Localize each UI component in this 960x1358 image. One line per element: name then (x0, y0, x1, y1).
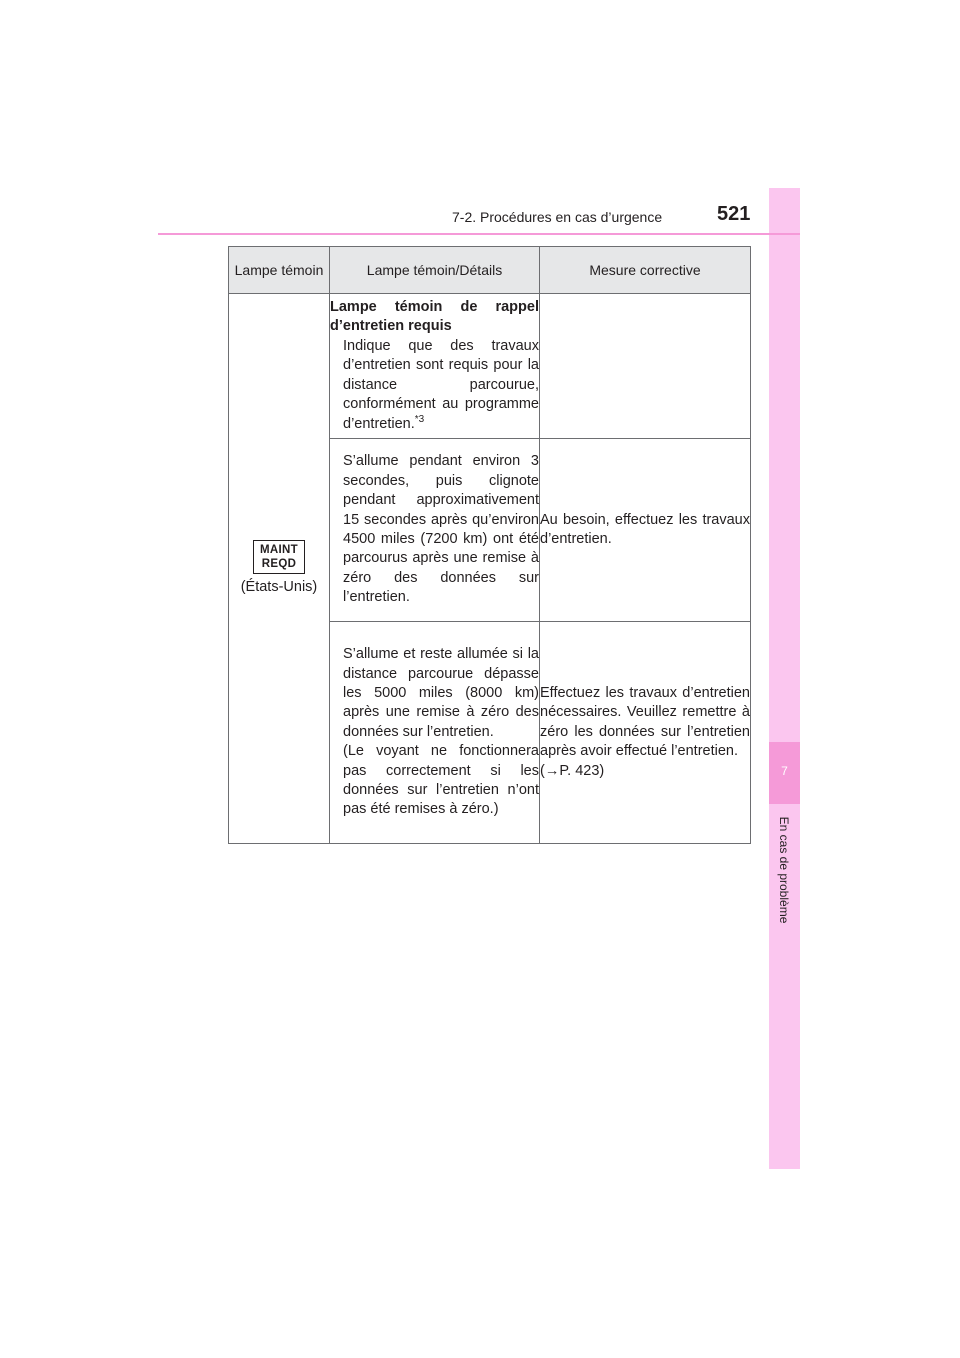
chapter-label: En cas de problème (777, 816, 791, 924)
chapter-side-tab (769, 188, 800, 1169)
column-header-lamp: Lampe témoin (229, 247, 330, 294)
detail-note: (Le voyant ne fonctionnera pas correctement si les données sur l’entretien n’ont pas été remises à zéro.) (343, 743, 539, 818)
chapter-number-tab (769, 742, 800, 804)
page-reference: (→P. 423) (540, 762, 605, 779)
chapter-number: 7 (781, 764, 788, 778)
detail-cell (330, 439, 540, 622)
table-row (229, 294, 751, 439)
detail-text (330, 337, 539, 434)
header-rule (158, 233, 800, 235)
action-cell: Au besoin, effectuez les travaux d’entretien. (540, 439, 751, 622)
table-header-row (229, 247, 751, 294)
maint-reqd-icon (253, 540, 305, 574)
action-cell (540, 622, 751, 844)
section-title: 7-2. Procédures en cas d’urgence (452, 209, 663, 225)
action-cell (540, 294, 751, 439)
detail-title: Lampe témoin de rappel d’entretien requis (330, 299, 539, 335)
action-text: Effectuez les travaux d’entretien nécessaires. Veuillez remettre à zéro les données sur l’entretien après avoir effectué l’entretien. (540, 684, 750, 760)
lamp-cell (229, 294, 330, 844)
region-label: (États-Unis) (240, 578, 318, 595)
detail-cell (330, 294, 540, 439)
indicator-table (228, 246, 751, 844)
detail-text: S’allume et reste allumée si la distance parcourue dépasse les 5000 miles (8000 km) après une remise à zéro des données sur l’entretien. (343, 646, 539, 740)
icon-text-line1: MAINT (260, 543, 298, 556)
column-header-action: Mesure corrective (540, 247, 751, 294)
detail-text: S’allume pendant environ 3 secondes, puis clignote pendant approximativement 15 secondes après qu’environ 4500 miles (7200 km) ont été parcourus après une remise à zéro des données sur l’entretien. (343, 453, 539, 606)
page-number: 521 (717, 203, 751, 225)
footnote-ref: *3 (414, 413, 425, 425)
icon-text-line2: REQD (261, 557, 297, 570)
detail-body: Indique que des travaux d’entretien sont requis pour la distance parcourue, conformément au programme d’entretien. (343, 337, 539, 432)
column-header-details: Lampe témoin/Détails (330, 247, 540, 294)
detail-cell (330, 622, 540, 844)
